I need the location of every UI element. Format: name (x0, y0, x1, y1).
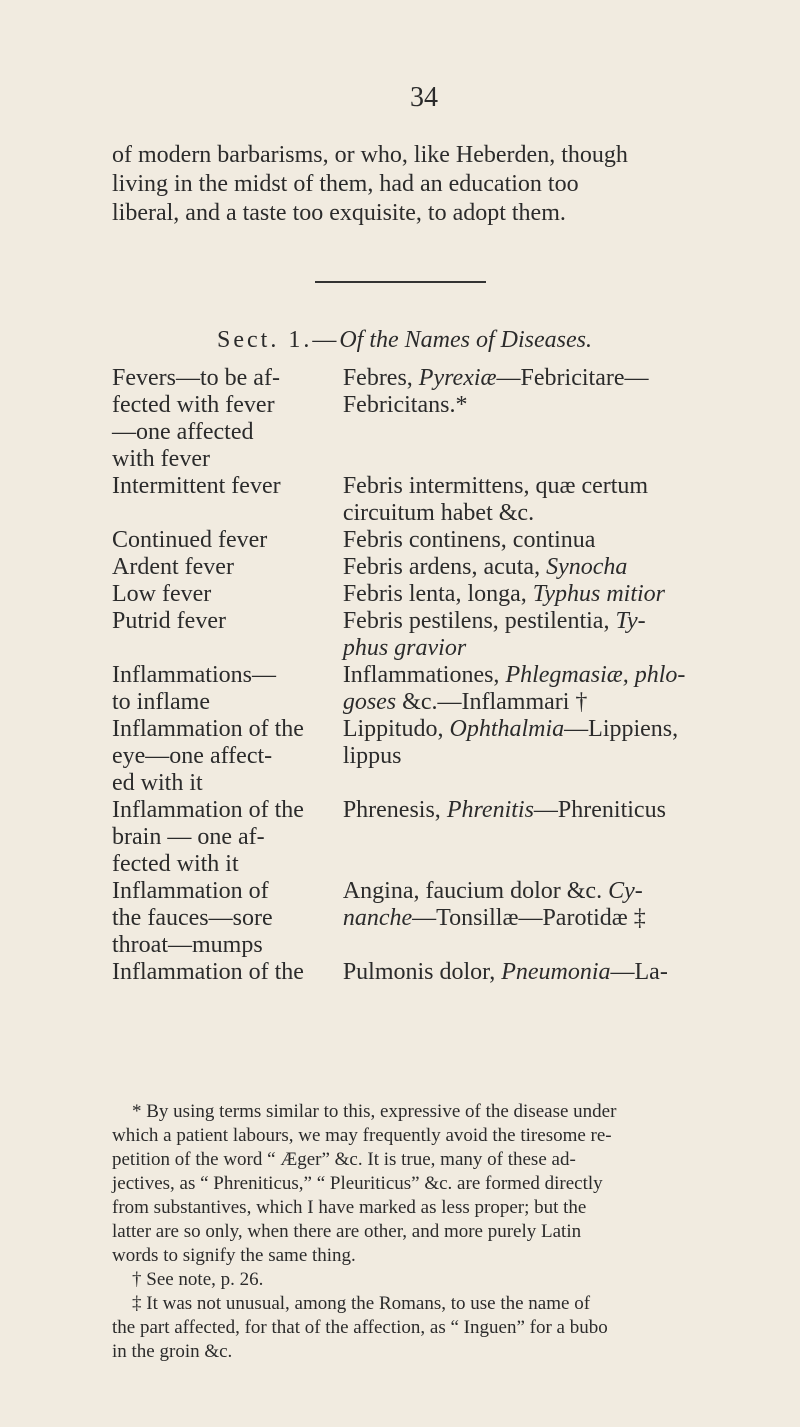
table-row (112, 473, 702, 527)
latin-name-line: Febris continens, continua (342, 527, 596, 553)
latin-term: Ty- (615, 608, 646, 634)
table-row (112, 878, 702, 959)
english-name-line: Low fever (112, 581, 212, 607)
table-row (112, 365, 702, 473)
english-name-line: fected with fever (112, 392, 275, 418)
latin-term: phus gravior (342, 635, 467, 661)
latin-name-line: goses &c.—Inflammari † (342, 689, 588, 715)
footnote-line: * By using terms similar to this, expressive of the disease under (132, 1101, 617, 1122)
latin-name-line: Febris lenta, longa, Typhus mitior (342, 581, 666, 607)
footnote-line: from substantives, which I have marked as less proper; but the (112, 1197, 587, 1218)
latin-term: Synocha (546, 554, 628, 580)
intro-paragraph (112, 141, 692, 228)
english-name (112, 959, 343, 986)
english-name-line: Ardent fever (112, 554, 234, 580)
table-row (112, 527, 702, 554)
latin-term: Phrenitis (446, 797, 534, 823)
section-divider (315, 281, 486, 283)
english-name-line: Inflammation of the (112, 959, 304, 985)
english-name-line: with fever (112, 446, 210, 472)
latin-name-line: Angina, faucium dolor &c. Cy- (342, 878, 643, 904)
english-name (112, 878, 343, 959)
intro-line: liberal, and a taste too exquisite, to adopt them. (112, 200, 566, 226)
latin-name-line: Pulmonis dolor, Pneumonia—La- (342, 959, 668, 985)
english-name-line: eye—one affect- (112, 743, 273, 769)
footnote-line: which a patient labours, we may frequently avoid the tiresome re- (112, 1125, 612, 1146)
table-row (112, 959, 702, 986)
latin-name-line: Febris ardens, acuta, Synocha (342, 554, 628, 580)
english-name-line: Inflammations— (112, 662, 276, 688)
english-name (112, 716, 343, 797)
footnote-line: ‡ It was not unusual, among the Romans, to use the name of (132, 1293, 591, 1314)
latin-name-line: Phrenesis, Phrenitis—Phreniticus (342, 797, 666, 823)
latin-name-line: nanche—Tonsillæ—Parotidæ ‡ (342, 905, 646, 931)
table-row (112, 581, 702, 608)
latin-term: Pneumonia (501, 959, 611, 985)
english-name-line: Inflammation of the (112, 716, 304, 742)
english-name-line: Continued fever (112, 527, 268, 553)
footnote (112, 1100, 692, 1268)
latin-name (343, 662, 702, 716)
latin-name-line: Lippitudo, Ophthalmia—Lippiens, (342, 716, 679, 742)
latin-term: Phlegmasiæ, phlo- (505, 662, 686, 688)
latin-name-line: Febris pestilens, pestilentia, Ty- (342, 608, 646, 634)
footnote-line: words to signify the same thing. (112, 1245, 356, 1266)
latin-term: nanche (342, 905, 413, 931)
english-name-line: Inflammation of (112, 878, 269, 904)
section-label: Sect. 1.— (217, 327, 340, 353)
latin-name-line: circuitum habet &c. (342, 500, 535, 526)
latin-term: Cy- (608, 878, 643, 904)
latin-name (343, 365, 702, 473)
english-name-line: fected with it (112, 851, 239, 877)
latin-name-line: Febres, Pyrexiæ—Febricitare— (342, 365, 649, 391)
footnote-line: petition of the word “ Æger” &c. It is true, many of these ad- (112, 1149, 576, 1170)
disease-names-table (112, 365, 702, 986)
latin-name (343, 527, 702, 554)
footnote-line: jectives, as “ Phreniticus,” “ Pleuriticus” &c. are formed directly (112, 1173, 603, 1194)
english-name-line: brain — one af- (112, 824, 265, 850)
latin-name (343, 554, 702, 581)
footnote-line: the part affected, for that of the affection, as “ Inguen” for a bubo (112, 1317, 608, 1338)
english-name (112, 473, 343, 527)
english-name (112, 797, 343, 878)
footnotes (112, 1100, 692, 1364)
table-row (112, 797, 702, 878)
latin-term: Ophthalmia (449, 716, 565, 742)
latin-name-line: lippus (342, 743, 402, 769)
table-row (112, 716, 702, 797)
table-row (112, 608, 702, 662)
latin-term: Pyrexiæ (418, 365, 497, 391)
latin-term: goses (342, 689, 397, 715)
english-name (112, 581, 343, 608)
english-name (112, 554, 343, 581)
latin-name (343, 473, 702, 527)
footnote-line: in the groin &c. (112, 1341, 233, 1362)
latin-name (343, 797, 702, 878)
intro-line: of modern barbarisms, or who, like Heberden, though (112, 142, 628, 168)
latin-name (343, 716, 702, 797)
latin-name-line (342, 635, 702, 662)
english-name-line: Fevers—to be af- (112, 365, 280, 391)
latin-term: Typhus mitior (532, 581, 666, 607)
english-name (112, 608, 343, 662)
footnote-line: † See note, p. 26. (132, 1269, 264, 1290)
english-name-line: Inflammation of the (112, 797, 304, 823)
intro-line: living in the midst of them, had an education too (112, 171, 579, 197)
english-name-line: —one affected (112, 419, 254, 445)
footnote-line: latter are so only, when there are other, and more purely Latin (112, 1221, 582, 1242)
section-heading (217, 327, 592, 354)
latin-name (343, 608, 702, 662)
footnote (112, 1292, 692, 1364)
latin-name (343, 581, 702, 608)
page-number: 34 (410, 82, 438, 113)
latin-name (343, 959, 702, 986)
section-title: Of the Names of Diseases. (339, 327, 592, 353)
english-name (112, 365, 343, 473)
footnote (112, 1268, 692, 1292)
latin-name-line: Febricitans.* (342, 392, 468, 418)
english-name (112, 527, 343, 554)
english-name-line: Putrid fever (112, 608, 226, 634)
table-row (112, 662, 702, 716)
table-row (112, 554, 702, 581)
latin-name-line: Febris intermittens, quæ certum (342, 473, 649, 499)
latin-name (343, 878, 702, 959)
english-name-line: throat—mumps (112, 932, 263, 958)
english-name-line: the fauces—sore (112, 905, 273, 931)
english-name (112, 662, 343, 716)
latin-name-line: Inflammationes, Phlegmasiæ, phlo- (342, 662, 686, 688)
english-name-line: Intermittent fever (112, 473, 281, 499)
english-name-line: ed with it (112, 770, 203, 796)
english-name-line: to inflame (112, 689, 210, 715)
